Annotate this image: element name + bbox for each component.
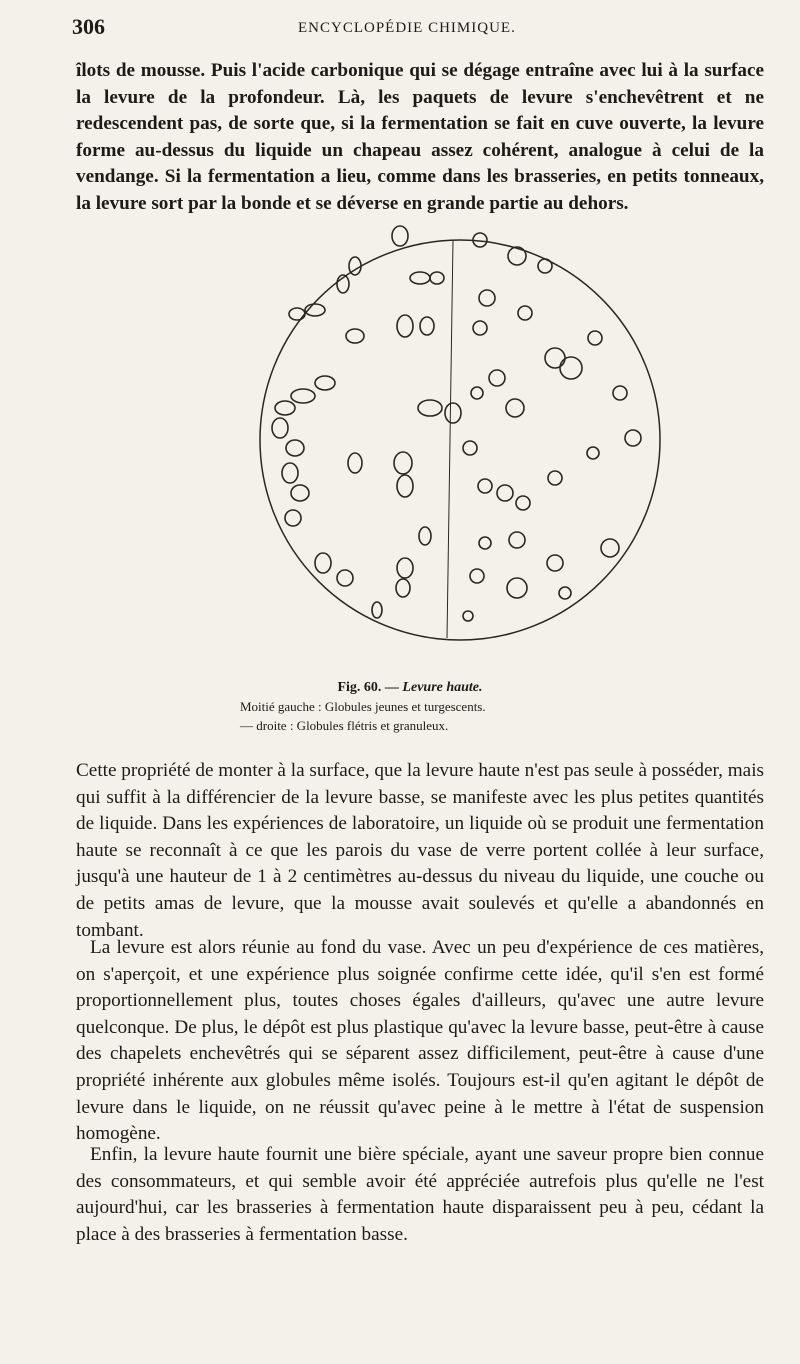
caption-left-half: Moitié gauche : Globules jeunes et turgescents. xyxy=(240,699,486,714)
figure-title xyxy=(200,678,620,697)
paragraph-3: La levure est alors réunie au fond du vase. Avec un peu d'expérience de ces matières, on s'aperçoit, et une expérience plus soignée confirme cette idée, qu'il s'en est formé proportionnellement plus, toutes choses égales d'ailleurs, qu'avec une autre levure quelconque. De plus, le dépôt est plus plastique qu'avec la levure basse, peut-être à cause des chapelets enchevêtrés qui se séparent assez difficilement, peut-être à cause d'une propriété inhérente aux globules même isolés. Toujours est-il qu'en agitant le dépôt de levure dans le liquide, on ne réussit qu'avec peine à le mettre à l'état de suspension homogène. xyxy=(76,937,764,1145)
paragraph-2: Cette propriété de monter à la surface, que la levure haute n'est pas seule à posséder, mais qui suffit à la différencier de la levure basse, se manifeste avec les plus petites quantités de liquide. Dans les expériences de laboratoire, un liquide où se produit une fermentation haute se reconnaît à ce que les parois du vase de verre portent collée à leur surface, jusqu'à une hauteur de 1 à 2 centimètres au-dessus du niveau du liquide, une couche ou de petits amas de levure, que la mousse avait soulevés et qu'elle a abandonnés en tombant. xyxy=(76,760,764,941)
figure-dash: — xyxy=(384,680,399,695)
microscope-field xyxy=(260,240,660,640)
yeast-microscope-figure xyxy=(255,218,665,668)
page-number: 306 xyxy=(72,14,105,39)
figure-title-text: Levure haute. xyxy=(402,680,483,695)
young-globules-left xyxy=(272,226,461,618)
figure-caption xyxy=(200,678,620,735)
figure-label: Fig. 60. xyxy=(337,680,382,695)
divider-line xyxy=(447,240,453,638)
paragraph-1: îlots de mousse. Puis l'acide carbonique qui se dégage entraîne avec lui à la surface la levure de la profondeur. Là, les paquets de levure s'enchevêtrent et ne redescendent pas, de sorte que, si la fermentation se fait en cuve ouverte, la levure forme au-dessus du liquide un chapeau assez cohérent, analogue à celui de la vendange. Si la fermentation a lieu, comme dans les brasseries, en petits tonneaux, la levure sort par la bonde et se déverse en grande partie au dehors. xyxy=(76,60,764,214)
caption-right-half: — droite : Globules flétris et granuleux. xyxy=(240,718,449,733)
running-head: ENCYCLOPÉDIE CHIMIQUE. xyxy=(298,20,516,36)
page-header xyxy=(72,14,772,44)
paragraph-4: Enfin, la levure haute fournit une bière spéciale, ayant une saveur propre bien connue des consommateurs, et qui semble avoir été appréciée autrefois plus qu'elle ne l'est aujourd'hui, car les brasseries à fermentation haute disparaissent peu à peu, cédant la place à des brasseries à fermentation basse. xyxy=(76,1144,764,1245)
withered-globules-right xyxy=(463,233,641,621)
